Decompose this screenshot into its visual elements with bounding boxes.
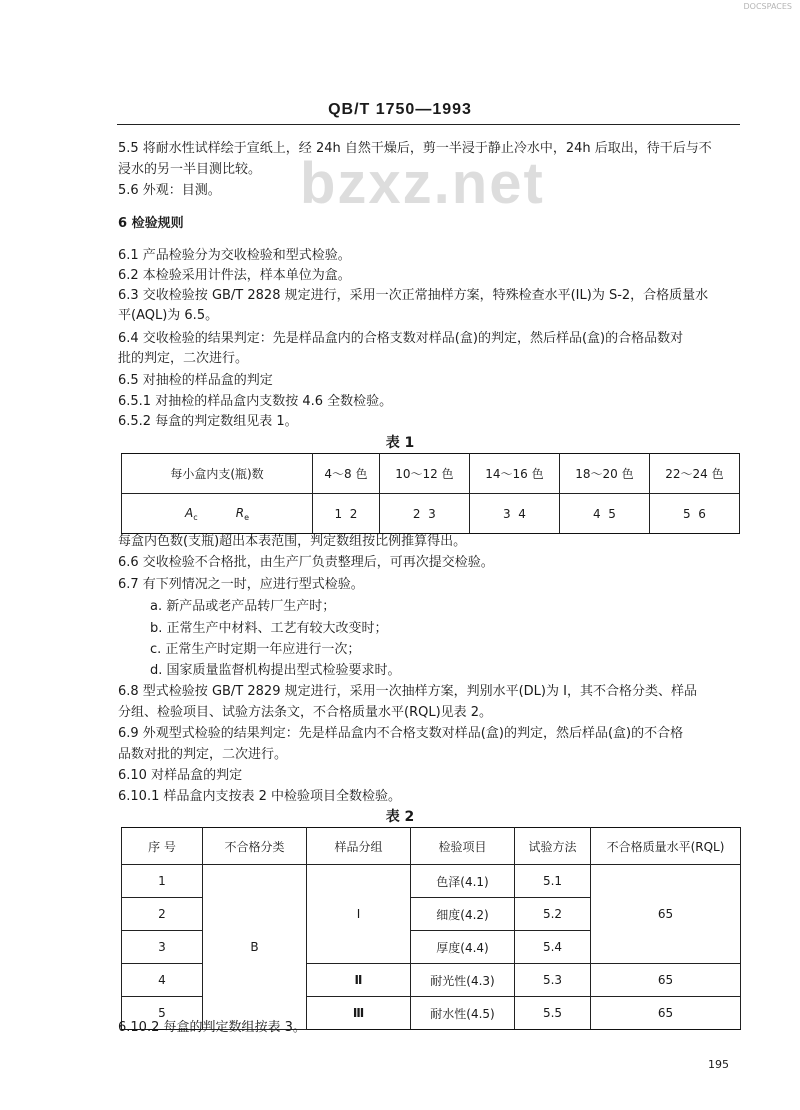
table-2-row-number: 4 (122, 964, 203, 997)
table-2-group-3: Ⅲ (307, 997, 411, 1030)
table-2-item: 耐水性(4.5) (411, 997, 515, 1030)
table-2-item: 厚度(4.4) (411, 931, 515, 964)
list-item-c: c. 正常生产时定期一年应进行一次； (150, 642, 361, 657)
table-1-col-header: 4～8 色 (313, 454, 380, 494)
table-2-rql: 65 (591, 964, 741, 997)
header-rule (117, 124, 740, 125)
watermark: bzxz.net (300, 151, 545, 216)
table-1-cell: 4 5 (559, 494, 649, 534)
table-1-row-header: 每小盒内支(瓶)数 (122, 454, 313, 494)
table-2-row-number: 1 (122, 865, 203, 898)
clause-6-9-line-1: 6.9 外观型式检验的结果判定：先是样品盒内不合格支数对样品(盒)的判定，然后样品(盒)的不合格 (118, 726, 684, 741)
clause-6-8-line-1: 6.8 型式检验按 GB/T 2829 规定进行，采用一次抽样方案，判别水平(DL)为 Ⅰ，其不合格分类、样品 (118, 684, 697, 699)
table-1-ac-re-label (122, 494, 313, 534)
table-2 (121, 827, 741, 1030)
table-2-item: 细度(4.2) (411, 898, 515, 931)
table-1-note: 每盒内色数(支瓶)超出本表范围，判定数组按比例推算得出。 (118, 534, 467, 549)
table-1 (121, 453, 740, 534)
table-1-col-header: 14～16 色 (469, 454, 559, 494)
table-1-cell: 2 3 (379, 494, 469, 534)
table-2-header: 不合格质量水平(RQL) (591, 828, 741, 865)
table-2-method: 5.5 (515, 997, 591, 1030)
clause-5-5-line-1: 5.5 将耐水性试样绘于宣纸上，经 24h 自然干燥后，剪一半浸于静止冷水中，24h 后取出，待干后与不 (118, 141, 712, 156)
list-item-b: b. 正常生产中材料、工艺有较大改变时； (150, 621, 388, 636)
table-1-cell: 5 6 (649, 494, 739, 534)
table-2-method: 5.1 (515, 865, 591, 898)
table-2-header: 样品分组 (307, 828, 411, 865)
table-2-header: 试验方法 (515, 828, 591, 865)
clause-6-5-2: 6.5.2 每盒的判定数组见表 1。 (118, 414, 298, 429)
clause-6-8-line-2: 分组、检验项目、试验方法条文，不合格质量水平(RQL)见表 2。 (118, 705, 493, 720)
clause-6-7: 6.7 有下列情况之一时，应进行型式检验。 (118, 577, 364, 592)
table-2-row-number: 5 (122, 997, 203, 1030)
clause-5-5-line-2: 浸水的另一半目测比较。 (118, 162, 262, 177)
table-2-item: 色泽(4.1) (411, 865, 515, 898)
page-number: 195 (708, 1058, 729, 1071)
table-2-header: 不合格分类 (203, 828, 307, 865)
clause-6-5: 6.5 对抽检的样品盒的判定 (118, 373, 273, 388)
clause-6-5-1: 6.5.1 对抽检的样品盒内支数按 4.6 全数检验。 (118, 394, 393, 409)
clause-6-3-line-2: 平(AQL)为 6.5。 (118, 308, 219, 323)
corner-mark: DOCSPACES (743, 2, 792, 11)
table-2-method: 5.2 (515, 898, 591, 931)
table-2-caption: 表 2 (385, 809, 415, 825)
clause-5-6: 5.6 外观：目测。 (118, 183, 221, 198)
table-1-col-header: 22～24 色 (649, 454, 739, 494)
table-2-item: 耐光性(4.3) (411, 964, 515, 997)
table-1-cell: 1 2 (313, 494, 380, 534)
clause-6-10-1: 6.10.1 样品盒内支按表 2 中检验项目全数检验。 (118, 789, 402, 804)
table-2-method: 5.4 (515, 931, 591, 964)
clause-6-3-line-1: 6.3 交收检验按 GB/T 2828 规定进行，采用一次正常抽样方案，特殊检查水平(IL)为 S-2，合格质量水 (118, 288, 709, 303)
table-2-header: 序 号 (122, 828, 203, 865)
section-6-heading: 6 检验规则 (118, 216, 184, 231)
table-1-col-header: 18～20 色 (559, 454, 649, 494)
clause-6-2: 6.2 本检验采用计件法，样本单位为盒。 (118, 268, 351, 283)
table-1-caption: 表 1 (385, 435, 415, 451)
ac-label: A (184, 505, 194, 520)
table-2-group-2: Ⅱ (307, 964, 411, 997)
table-2-rql: 65 (591, 865, 741, 964)
list-item-a: a. 新产品或老产品转厂生产时； (150, 599, 336, 614)
ac-subscript: c (193, 512, 198, 522)
clause-6-10: 6.10 对样品盒的判定 (118, 768, 243, 783)
table-1-cell: 3 4 (469, 494, 559, 534)
document-header: QB/T 1750—1993 (328, 101, 472, 118)
clause-6-4-line-2: 批的判定，二次进行。 (118, 351, 249, 366)
clause-6-4-line-1: 6.4 交收检验的结果判定：先是样品盒内的合格支数对样品(盒)的判定，然后样品(盒)的合格品数对 (118, 331, 684, 346)
clause-6-6: 6.6 交收检验不合格批，由生产厂负责整理后，可再次提交检验。 (118, 555, 494, 570)
table-2-rql: 65 (591, 997, 741, 1030)
table-2-header: 检验项目 (411, 828, 515, 865)
table-2-group-1: Ⅰ (307, 865, 411, 964)
table-2-method: 5.3 (515, 964, 591, 997)
re-label: R (235, 505, 245, 520)
list-item-d: d. 国家质量监督机构提出型式检验要求时。 (150, 663, 401, 678)
table-1-col-header: 10～12 色 (379, 454, 469, 494)
table-2-class-b: B (203, 865, 307, 1030)
re-subscript: e (244, 512, 250, 522)
table-2-row-number: 2 (122, 898, 203, 931)
table-2-row-number: 3 (122, 931, 203, 964)
clause-6-10-2: 6.10.2 每盒的判定数组按表 3。 (118, 1020, 306, 1035)
clause-6-1: 6.1 产品检验分为交收检验和型式检验。 (118, 248, 351, 263)
clause-6-9-line-2: 品数对批的判定，二次进行。 (118, 747, 288, 762)
